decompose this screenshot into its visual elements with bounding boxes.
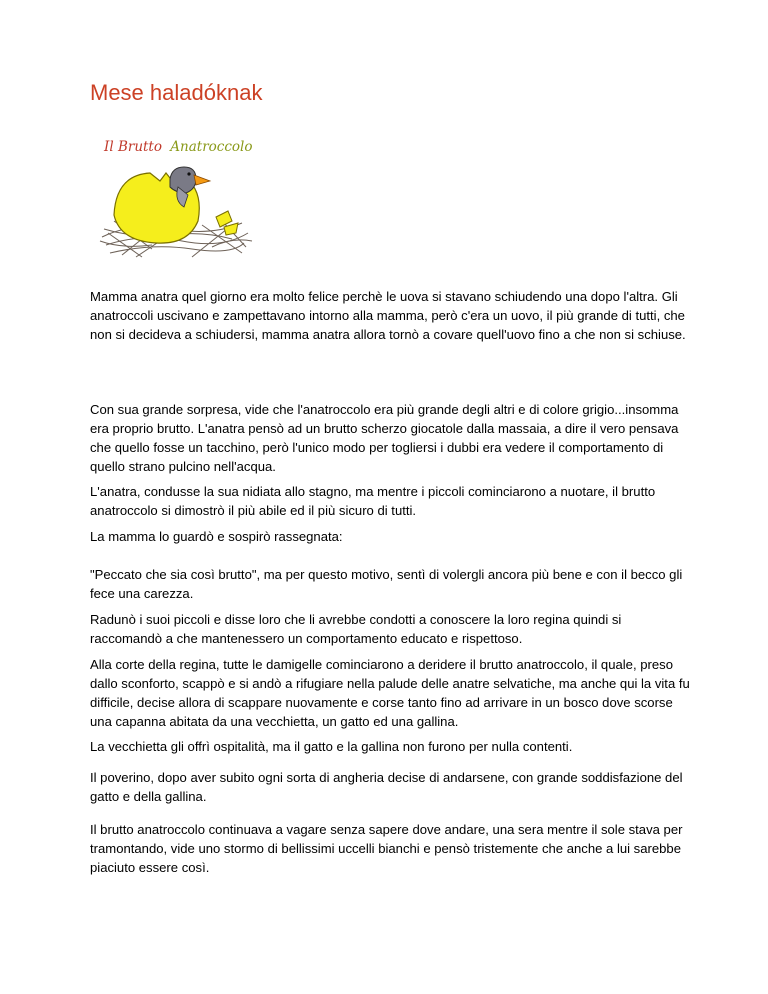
svg-text:Il Brutto Anatroccolo bbox=[103, 139, 253, 155]
story-paragraph: "Peccato che sia così brutto", ma per questo motivo, sentì di volergli ancora più bene e con il becco gli fece una carezza. bbox=[90, 567, 683, 601]
story-paragraph: Il poverino, dopo aver subito ogni sorta di angheria decise di andarsene, con grande soddisfazione del gatto e della gallina. bbox=[90, 770, 683, 804]
egg-shell-fragments bbox=[216, 211, 238, 235]
story-paragraph: La mamma lo guardò e sospirò rassegnata: bbox=[90, 529, 343, 544]
story-illustration bbox=[92, 117, 260, 269]
story-paragraph: L'anatra, condusse la sua nidiata allo stagno, ma mentre i piccoli cominciarono a nuotare, il brutto anatroccolo si dimostrò il più abile ed il più sicuro di tutti. bbox=[90, 484, 656, 518]
story-paragraph: Il brutto anatroccolo continuava a vagare senza sapere dove andare, una sera mentre il sole stava per tramontando, vide uno stormo di bellissimi uccelli bianchi e pensò tristemente che anche a lui sarebbe piaciuto essere così. bbox=[90, 822, 683, 875]
story-paragraph: Radunò i suoi piccoli e disse loro che li avrebbe condotti a conoscere la loro regina quindi si raccomandò a che mantenessero un comportamento educato e rispettoso. bbox=[90, 612, 622, 646]
story-paragraph: Alla corte della regina, tutte le damigelle cominciarono a deridere il brutto anatroccolo, il quale, preso dallo sconforto, scappò e si andò a rifugiare nella palude delle anatre selvatiche, ma anche qui la vita fu difficile, decise allora di scappare nuovamente e corse tanto fino ad arrivare in un bosco dove scorse una capanna abitata da una vecchietta, un gatto ed una gallina. bbox=[90, 657, 690, 729]
duckling-in-egg-icon bbox=[92, 117, 260, 269]
story-paragraph: Mamma anatra quel giorno era molto felice perchè le uova si stavano schiudendo una dopo l'altra. Gli anatroccoli uscivano e zampettavano intorno alla mamma, però c'era un uovo, il più grande di tutti, che non si decideva a schiudersi, mamma anatra allora tornò a covare quell'uovo fino a che non si schiuse. bbox=[90, 289, 686, 342]
logo-word-1: Il Brutto bbox=[104, 139, 162, 155]
story-paragraph: La vecchietta gli offrì ospitalità, ma il gatto e la gallina non furono per nulla contenti. bbox=[90, 739, 573, 754]
page-title: Mese haladóknak bbox=[90, 80, 263, 105]
story-paragraph: Con sua grande sorpresa, vide che l'anatroccolo era più grande degli altri e di colore grigio...insomma era proprio brutto. L'anatra pensò ad un brutto scherzo giocatole dalla massaia, a dire il vero pensava che quello fosse un tacchino, però l'unico modo per togliersi i dubbi era vedere il comportamento di quello strano pulcino nell'acqua. bbox=[90, 402, 679, 474]
logo-word-2: Anatroccolo bbox=[170, 139, 253, 155]
